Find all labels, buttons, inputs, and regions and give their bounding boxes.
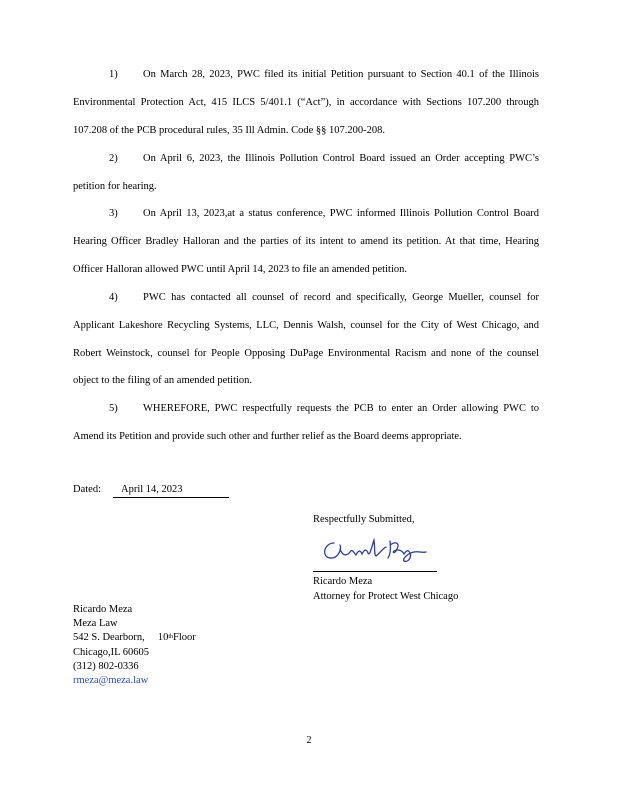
address-name: Ricardo Meza [73,604,133,615]
page-number: 2 [306,735,312,746]
attorney-address-block [73,603,196,688]
email-link[interactable]: rmeza@meza.law [73,675,149,687]
paragraph-3 [73,200,539,283]
handwritten-signature-image [318,535,438,565]
signature-name: Ricardo Meza [313,576,373,587]
address-city: Chicago,IL 60605 [73,646,150,658]
address-street: 542 S. Dearborn, 10thFloor [73,632,196,644]
paragraph-text: On April 6, 2023, the Illinois Pollution Control Board issued an Order accepting PWC’s petition for hearing. [73,153,539,192]
paragraph-5 [73,395,539,451]
signature-closing: Respectfully Submitted, [313,514,415,525]
paragraph-text: WHEREFORE, PWC respectfully requests the PCB to enter an Order allowing PWC to Amend its Petition and provide such other and further relief as the Board deems appropriate. [73,403,539,442]
paragraph-number: 5) [109,403,118,414]
signature-line [313,571,437,572]
paragraph-2 [73,145,539,201]
paragraph-1 [73,61,539,144]
paragraph-text: On March 28, 2023, PWC filed its initial Petition pursuant to Section 40.1 of the Illinois Environmental Protection Act, 415 ILCS 5/401.1 (“Act”), in accordance with Sections 107.200 through 107.208 of the PCB procedural rules, 35 Ill Admin. Code §§ 107.200-208. [73,69,539,136]
dated-label: Dated: [73,484,101,495]
paragraph-number: 1) [109,69,118,80]
signature-title: Attorney for Protect West Chicago [313,591,459,602]
paragraph-text: PWC has contacted all counsel of record and specifically, George Mueller, counsel for Applicant Lakeshore Recycling Systems, LLC, Dennis Walsh, counsel for the City of West Chicago, and Robert Weinstock, counsel for People Opposing DuPage Environmental Racism and none of the counsel object to the filing of an amended petition. [73,292,539,387]
dated-line [73,483,229,498]
paragraph-text: On April 13, 2023,at a status conference, PWC informed Illinois Pollution Control Board Hearing Officer Bradley Halloran and the parties of its intent to amend its petition. At that time, Hearing Officer Halloran allowed PWC until April 14, 2023 to file an amended petition. [73,208,539,275]
paragraph-number: 2) [109,153,118,164]
paragraph-4 [73,284,539,395]
address-firm: Meza Law [73,618,118,630]
dated-value: April 14, 2023 [113,483,229,498]
paragraph-number: 4) [109,292,118,303]
paragraph-number: 3) [109,208,118,219]
address-phone: (312) 802-0336 [73,660,139,672]
